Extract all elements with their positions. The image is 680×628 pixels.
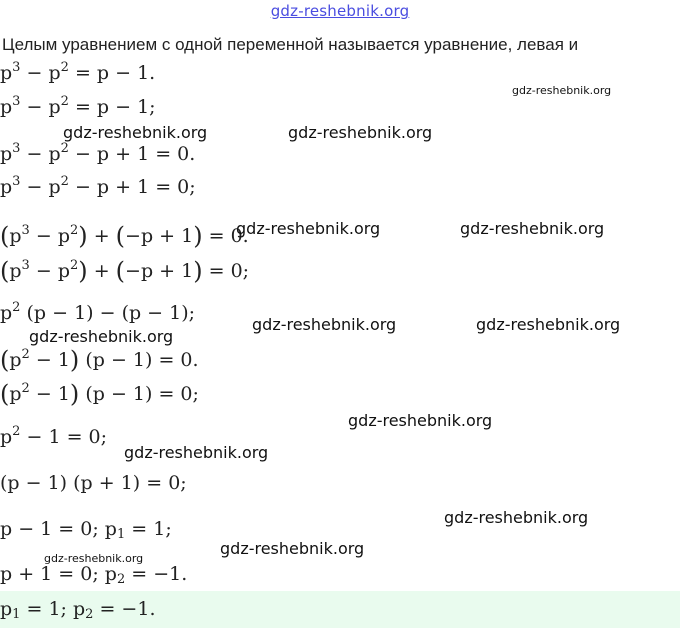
watermark: gdz-reshebnik.org — [124, 443, 269, 462]
equation-line: $p^3 - p^2 - p + 1 = 0$; — [0, 174, 196, 198]
equation-line: $(p^2 - 1) (p - 1) = 0$. — [0, 346, 199, 374]
equation-line: (p − 1) (p + 1) = 0; — [0, 472, 187, 494]
equation-line: $p^2 - 1 = 0$; — [0, 424, 108, 448]
equation-line: $(p^2 - 1) (p - 1) = 0$; — [0, 380, 199, 408]
equation-line: $p^3 - p^2 = p - 1$; — [0, 94, 156, 118]
equation-line: $p^2$ (p − 1) − (p − 1); — [0, 300, 196, 324]
watermark: gdz-reshebnik.org — [444, 508, 589, 527]
watermark: gdz-reshebnik.org — [512, 84, 612, 97]
watermark: gdz-reshebnik.org — [252, 315, 397, 334]
watermark: gdz-reshebnik.org — [29, 327, 174, 346]
watermark: gdz-reshebnik.org — [220, 539, 365, 558]
site-header-link[interactable]: gdz-reshebnik.org — [270, 2, 410, 20]
watermark: gdz-reshebnik.org — [44, 552, 144, 565]
watermark: gdz-reshebnik.org — [348, 411, 493, 430]
watermark: gdz-reshebnik.org — [288, 123, 433, 142]
watermark: gdz-reshebnik.org — [236, 219, 381, 238]
answer-line: $p_1 = 1$; $p_2 = -1$. — [0, 598, 156, 622]
watermark: gdz-reshebnik.org — [63, 123, 208, 142]
watermark: gdz-reshebnik.org — [460, 219, 605, 238]
watermark: gdz-reshebnik.org — [476, 315, 621, 334]
equation-line: $(p^3 - p^2) + (-p + 1) = 0$; — [0, 257, 250, 285]
equation-line: $(p^3 - p^2) + (-p + 1) = 0$. — [0, 222, 249, 250]
equation-line: p − 1 = 0; $p_1 = 1$; — [0, 518, 172, 542]
equation-line: $p^3 - p^2 - p + 1 = 0$. — [0, 141, 196, 165]
intro-text: Целым уравнением с одной переменной называется уравнение, левая и — [2, 35, 579, 54]
equation-line: p + 1 = 0; $p_2 = -1$. — [0, 563, 188, 587]
equation-line: $p^3 - p^2 = p - 1$. — [0, 60, 156, 84]
